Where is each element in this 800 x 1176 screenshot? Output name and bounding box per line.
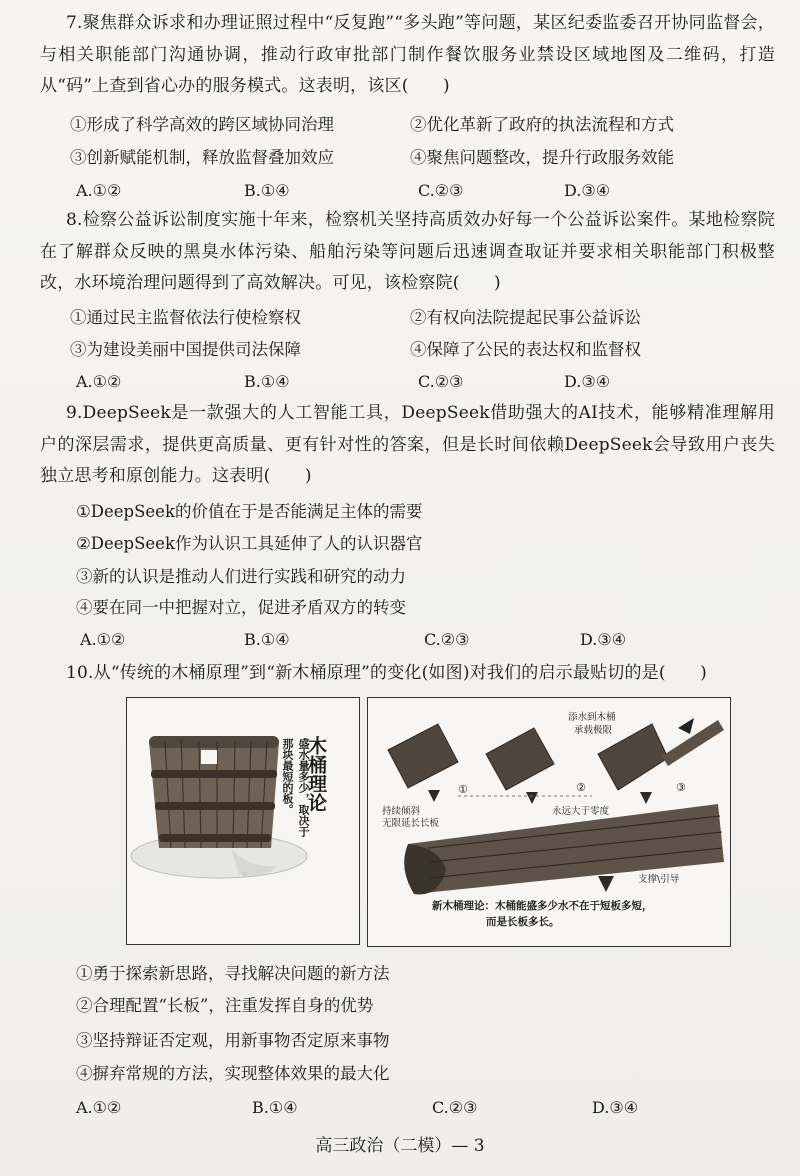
step-label-3: ③ bbox=[676, 781, 686, 794]
question-7-option-2: ②优化革新了政府的执法流程和方式 bbox=[410, 115, 674, 134]
question-8-option-4: ④保障了公民的表达权和监督权 bbox=[410, 340, 641, 359]
traditional-theory-title: 木桶理论 bbox=[305, 736, 327, 812]
question-10-answer-d: D.③④ bbox=[592, 1098, 639, 1117]
label-support-guide: 支撑\引导 bbox=[638, 874, 680, 885]
label-always-above-zero: 永远大于零度 bbox=[552, 806, 610, 817]
small-barrel-1 bbox=[388, 724, 458, 788]
question-8-stem: 8.检察公益诉讼制度实施十年来，检察机关坚持高质效办好每一个公益诉讼案件。某地检察院在了解群众反映的黑臭水体污染、船舶污染等问题后迅速调查取证并要求相关职能部门积极整改，水环境治理问题得到了高效解决。可见，该检察院( ) bbox=[40, 210, 775, 293]
wooden-barrel-illustration bbox=[127, 698, 359, 944]
question-9-answer-a: A.①② bbox=[80, 630, 126, 649]
question-9-answer-b: B.①④ bbox=[244, 630, 290, 649]
question-9-option-3: ③新的认识是推动人们进行实践和研究的动力 bbox=[76, 567, 406, 586]
step-label-2: ② bbox=[576, 781, 586, 794]
label-extend-long-stave: 无限延长长板 bbox=[382, 818, 440, 829]
question-7-answer-a: A.①② bbox=[76, 181, 122, 200]
figure-new-barrel-theory bbox=[367, 697, 731, 947]
question-10-answer-c: C.②③ bbox=[432, 1098, 478, 1117]
question-9-option-1: ①DeepSeek的价值在于是否能满足主体的需要 bbox=[76, 502, 423, 521]
question-7-answer-c: C.②③ bbox=[418, 181, 464, 200]
figure-traditional-barrel bbox=[126, 697, 360, 945]
traditional-theory-note-1: 盛水量多少，取决于 bbox=[297, 738, 310, 837]
question-8-answer-d: D.③④ bbox=[564, 372, 611, 391]
question-7-option-4: ④聚焦问题整改，提升行政服务效能 bbox=[410, 148, 674, 167]
question-10-option-2: ②合理配置“长板”，注重发挥自身的优势 bbox=[76, 996, 374, 1015]
step-label-1: ① bbox=[458, 783, 468, 796]
question-9-stem: 9.DeepSeek是一款强大的人工智能工具，DeepSeek借助强大的AI技术，能够精准理解用户的深层需求，提供更高质量、更有针对性的答案，但是长时间依赖DeepSeek会导致用户丧失独立思考和原创能力。这表明( ) bbox=[40, 403, 775, 486]
question-8-option-2: ②有权向法院提起民事公益诉讼 bbox=[410, 308, 641, 327]
label-keep-tilting: 持续倾斜 bbox=[382, 806, 421, 817]
question-9-option-4: ④要在同一中把握对立，促进矛盾双方的转变 bbox=[76, 598, 406, 617]
question-8-option-3: ③为建设美丽中国提供司法保障 bbox=[70, 340, 301, 359]
question-7-answer-b: B.①④ bbox=[244, 181, 290, 200]
question-7-stem: 7.聚焦群众诉求和办理证照过程中“反复跑”“多头跑”等问题，某区纪委监委召开协同监督会，与相关职能部门沟通协调，推动行政审批部门制作餐饮服务业禁设区域地图及二维码，打造从“码”上查到省心办的服务模式。这表明，该区( ) bbox=[40, 13, 775, 96]
page-footer: 高三政治（二模）— 3 bbox=[315, 1136, 485, 1156]
question-7-option-1: ①形成了科学高效的跨区域协同治理 bbox=[70, 115, 334, 134]
small-barrel-2 bbox=[486, 728, 554, 790]
question-9-option-2: ②DeepSeek作为认识工具延伸了人的认识器官 bbox=[76, 534, 423, 553]
question-10-option-4: ④摒弃常规的方法，实现整体效果的最大化 bbox=[76, 1064, 390, 1083]
question-7-answer-d: D.③④ bbox=[564, 181, 611, 200]
question-10-stem: 10.从“传统的木桶原理”到“新木桶原理”的变化(如图)对我们的启示最贴切的是( ) bbox=[66, 663, 707, 683]
new-theory-statement-1: 新木桶理论：木桶能盛多少水不在于短板多短， bbox=[432, 900, 653, 912]
question-10-answer-b: B.①④ bbox=[252, 1098, 298, 1117]
question-10-answer-a: A.①② bbox=[76, 1098, 122, 1117]
label-add-water: 添水到木桶 bbox=[568, 712, 616, 723]
question-10-option-1: ①勇于探索新思路，寻找解决问题的新方法 bbox=[76, 964, 390, 983]
question-10-option-3: ③坚持辩证否定观，用新事物否定原来事物 bbox=[76, 1031, 390, 1050]
new-theory-statement-2: 而是长板多长。 bbox=[486, 916, 560, 928]
question-8-answer-a: A.①② bbox=[76, 372, 122, 391]
question-8-answer-b: B.①④ bbox=[244, 372, 290, 391]
traditional-theory-note-2: 那块最短的板。 bbox=[281, 738, 294, 815]
question-9-answer-c: C.②③ bbox=[424, 630, 470, 649]
label-capacity-limit: 承载极限 bbox=[574, 725, 613, 736]
question-9-answer-d: D.③④ bbox=[580, 630, 627, 649]
question-8-answer-c: C.②③ bbox=[418, 372, 464, 391]
question-8-option-1: ①通过民主监督依法行使检察权 bbox=[70, 308, 301, 327]
question-7-option-3: ③创新赋能机制，释放监督叠加效应 bbox=[70, 148, 334, 167]
